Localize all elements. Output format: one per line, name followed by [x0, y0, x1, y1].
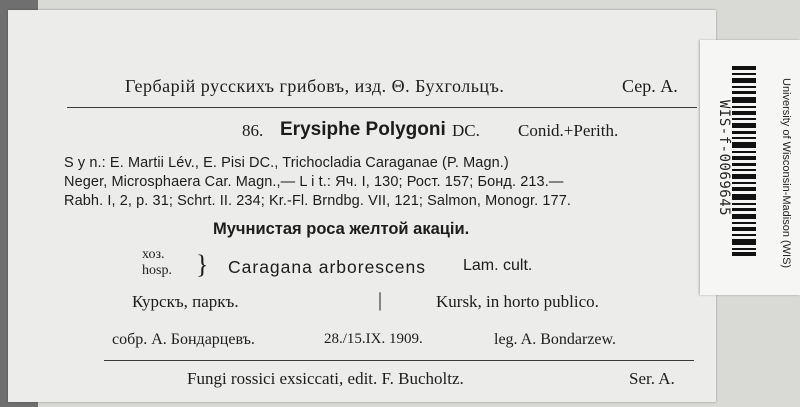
institution-label: University of Wisconsin-Madison (WIS) — [780, 78, 792, 269]
collector-la: leg. A. Bondarzew. — [494, 331, 617, 348]
host-authority: Lam. cult. — [463, 257, 533, 274]
russian-common-name: Мучнистая роса желтой акаціи. — [213, 220, 470, 238]
header-rule — [67, 107, 697, 108]
species-name: Erysiphe Polygoni — [280, 119, 446, 140]
footer-series: Ser. A. — [629, 369, 675, 388]
synonyms-line-3: Rabh. I, 2, p. 31; Schrt. II. 234; Kr.-Fl. Brndbg. VII, 121; Salmon, Monogr. 177. — [64, 193, 572, 209]
host-label-la: hosp. — [142, 263, 172, 278]
collection-date: 28./15.IX. 1909. — [324, 331, 423, 347]
entry-number: 86. — [242, 121, 264, 140]
host-name: Caragana arborescens — [228, 257, 427, 277]
footer-rule — [104, 360, 694, 361]
locality-ru: Курскъ, паркъ. — [132, 292, 239, 311]
synonyms-line-2: Neger, Microsphaera Car. Magn.,— L i t.: Яч. I, 130; Рост. 157; Бонд. 213.— — [64, 174, 564, 190]
host-label-ru: хоз. — [142, 247, 165, 262]
locality-separator: | — [378, 289, 383, 311]
footer-title: Fungi rossici exsiccati, edit. F. Bucholtz. — [187, 369, 464, 388]
header-series: Сер. А. — [622, 76, 678, 96]
catalog-number: WIS-f-0069645 — [716, 100, 732, 217]
barcode-icon — [732, 66, 756, 256]
header-title: Гербарій русскихъ грибовъ, изд. Θ. Бухгольцъ. — [125, 76, 505, 96]
collector-ru: собр. А. Бондарцевъ. — [112, 331, 255, 348]
species-stage: Conid.+Perith. — [518, 121, 619, 140]
host-brace: } — [196, 250, 209, 279]
synonyms-line-1: S y n.: E. Martii Lév., E. Pisi DC., Trichocladia Caraganae (P. Magn.) — [64, 155, 509, 171]
locality-la: Kursk, in horto publico. — [436, 292, 599, 311]
species-author: DC. — [452, 121, 480, 140]
